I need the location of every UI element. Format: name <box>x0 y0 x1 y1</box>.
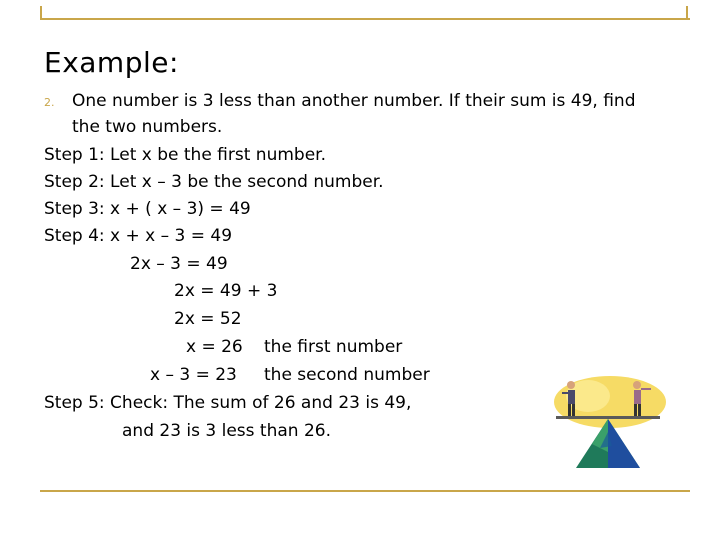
work-line-2: 2x = 49 + 3 <box>174 281 278 301</box>
slide-title: Example: <box>44 46 179 79</box>
work-line-1: 2x – 3 = 49 <box>130 254 228 274</box>
step-4: Step 4: x + x – 3 = 49 <box>44 226 233 246</box>
step-3: Step 3: x + ( x – 3) = 49 <box>44 199 251 219</box>
list-number: 2. <box>44 96 55 109</box>
problem-line-2: the two numbers. <box>72 117 223 137</box>
work-line-4: x = 26 <box>186 337 243 357</box>
seesaw-people-icon <box>548 372 666 472</box>
step-2: Step 2: Let x – 3 be the second number. <box>44 172 384 192</box>
comment-first-number: the first number <box>264 337 403 357</box>
frame-top-rule <box>40 18 690 20</box>
step-5-check: Step 5: Check: The sum of 26 and 23 is 49, <box>44 393 412 413</box>
frame-top-right-tick <box>686 6 688 18</box>
check-continuation: and 23 is 3 less than 26. <box>122 421 331 441</box>
work-line-3: 2x = 52 <box>174 309 242 329</box>
work-line-5: x – 3 = 23 <box>150 365 237 385</box>
comment-second-number: the second number <box>264 365 430 385</box>
step-1: Step 1: Let x be the first number. <box>44 145 326 165</box>
frame-bottom-rule <box>40 490 690 492</box>
frame-top-left-tick <box>40 6 42 18</box>
problem-line-1: One number is 3 less than another number. If their sum is 49, find <box>72 91 636 111</box>
